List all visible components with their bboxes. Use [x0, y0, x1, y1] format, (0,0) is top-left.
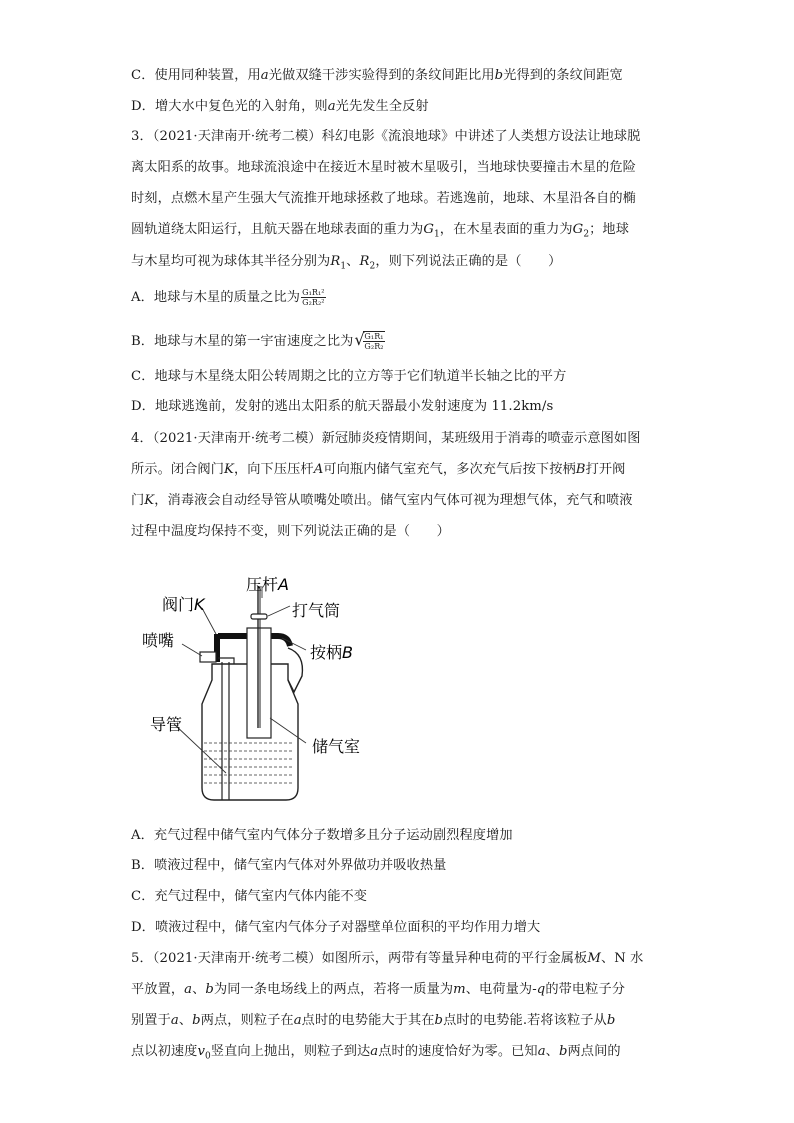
q4-stem-line-4: 过程中温度均保持不变，则下列说法正确的是（ ） — [131, 524, 450, 539]
label-tube: 导管 — [150, 715, 183, 734]
q3-stem-line-3: 时刻，点燃木星产生强大气流推开地球拯救了地球。若逃逸前，地球、木星沿各自的椭 — [131, 191, 636, 206]
q4-stem-line-3: 门K，消毒液会自动经导管从喷嘴处喷出。储气室内气体可视为理想气体，充气和喷液 — [131, 493, 633, 508]
spray-bottle-diagram — [130, 568, 380, 808]
nozzle — [200, 652, 216, 662]
q3-stem-line-4: 圆轨道绕太阳运行，且航天器在地球表面的重力为$G_1$，在木星表面的重力为$G_2$；地球 — [131, 222, 630, 240]
velocity-ratio-sqrt: √ $\frac{\text{G₁R₁}}{\text{G₂R₂}}$ — [354, 330, 384, 351]
label-nozzle: 喷嘴 — [142, 631, 175, 650]
q4-stem-line-2: 所示。闭合阀门K，向下压压杆A可向瓶内储气室充气，多次充气后按下按柄B打开阀 — [131, 462, 626, 477]
q3-option-b: B．地球与木星的第一宇宙速度之比为 √ $\frac{\text{G₁R₁}}{\text{G₂R₂}}$ — [131, 330, 384, 351]
q3-option-a: A．地球与木星的质量之比为 $\frac{\text{G₁R₁²}}{\text{G₂R₂²}}$ — [131, 288, 325, 307]
q4-stem-line-1: 4．（2021·天津南开·统考二模）新冠肺炎疫情期间，某班级用于消毒的喷壶示意图如图 — [131, 431, 641, 446]
q5-stem-line-2: 平放置，a、b为同一条电场线上的两点，若将一质量为m、电荷量为-q的带电粒子分 — [131, 982, 626, 997]
q3-option-c: C．地球与木星绕太阳公转周期之比的立方等于它们轨道半长轴之比的平方 — [131, 369, 567, 384]
q3-option-d: D．地球逃逸前，发射的逃出太阳系的航天器最小发射速度为 11.2km/s — [131, 399, 554, 414]
label-chamber: 储气室 — [312, 737, 361, 756]
q5-stem-line-4: 点以初速度$v_0$竖直向上抛出，则粒子到达a点时的速度恰好为零。已知a、b两点间的 — [131, 1044, 621, 1062]
q4-option-a: A．充气过程中储气室内气体分子数增多且分子运动剧烈程度增加 — [131, 828, 513, 843]
mass-ratio-fraction: $\frac{\text{G₁R₁²}}{\text{G₂R₂²}}$ — [302, 288, 325, 307]
label-pump: 打气筒 — [292, 601, 341, 620]
q3-stem-line-2: 离太阳系的故事。地球流浪途中在接近木星时被木星吸引，当地球快要撞击木星的危险 — [131, 160, 636, 175]
q5-stem-line-1: 5．（2021·天津南开·统考二模）如图所示，两带有等量异种电荷的平行金属板M、N 水 — [131, 951, 644, 966]
handle-spout — [288, 648, 302, 692]
liquid-hatching — [204, 743, 294, 783]
q4-option-b: B．喷液过程中，储气室内气体对外界做功并吸收热量 — [131, 858, 447, 873]
q2-option-d: D．增大水中复色光的入射角，则a光先发生全反射 — [131, 99, 429, 114]
q5-stem-line-3: 别置于a、b两点，则粒子在a点时的电势能大于其在b点时的电势能.若将该粒子从b — [131, 1013, 616, 1028]
q2-option-c: C．使用同种装置，用a光做双缝干涉实验得到的条纹间距比用b光得到的条纹间距宽 — [131, 68, 623, 83]
q3-stem-line-1: 3．（2021·天津南开·统考二模）科幻电影《流浪地球》中讲述了人类想方设法让地球脱 — [131, 129, 641, 144]
q3-stem-line-5: 与木星均可视为球体其半径分别为$R_1$、$R_2$，则下列说法正确的是（ ） — [131, 254, 562, 272]
pump-cylinder — [247, 628, 271, 738]
label-handle: 按柄B — [310, 643, 353, 662]
label-valve: 阀门K — [162, 595, 205, 614]
q4-option-c: C．充气过程中，储气室内气体内能不变 — [131, 889, 368, 904]
label-rod: 压杆A — [246, 575, 289, 594]
q4-option-d: D．喷液过程中，储气室内气体分子对器壁单位面积的平均作用力增大 — [131, 920, 541, 935]
